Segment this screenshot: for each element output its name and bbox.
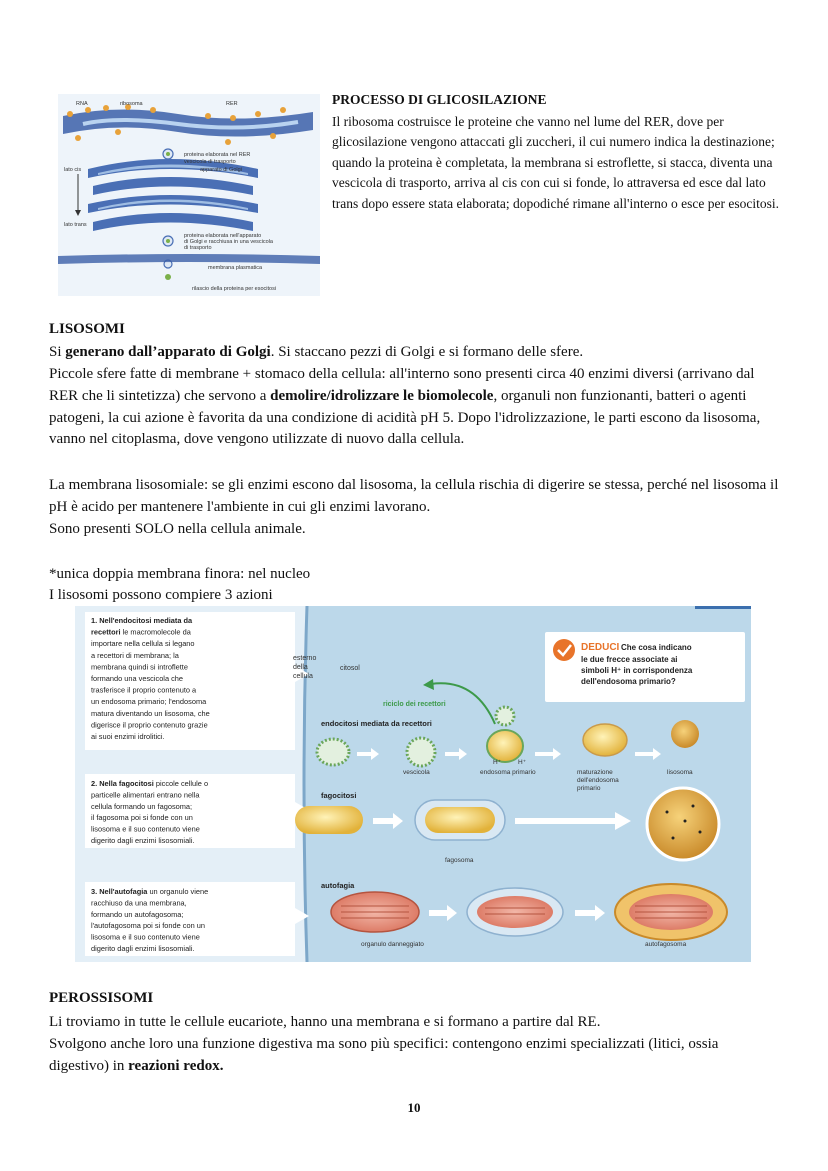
lisosomi-p1-b: generano dall’apparato di Golgi [65, 344, 271, 360]
golgi-glycosylation-figure [58, 94, 320, 296]
golgi-label-apparato: apparato di Golgi [200, 167, 242, 173]
box1-line: importare nella cellula si legano [91, 639, 195, 649]
golgi-label-rer: RER [226, 101, 238, 107]
deduci-title: DEDUCI [581, 642, 620, 653]
label-organulo: organulo danneggiato [361, 941, 424, 948]
label-autofagosoma: autofagosoma [645, 941, 687, 948]
lisosomi-note-1: *unica doppia membrana finora: nel nucleo [49, 566, 311, 582]
box1-line: un endosoma primario; l'endosoma [91, 697, 207, 707]
lisosomi-paragraph-2 [49, 364, 779, 451]
box1-line: trasferisce il proprio contenuto a [91, 685, 197, 695]
label-maturazione-3: primario [577, 785, 601, 792]
deduci-line-2: le due frecce associate ai [581, 655, 678, 664]
lisosomi-paragraph-1 [49, 342, 779, 364]
label-h-left: H⁺ [493, 759, 502, 766]
check-icon [553, 639, 575, 661]
box1-line: matura diventando un lisosoma, che [91, 708, 210, 718]
golgi-label-proteina-rer: proteina elaborata nel RER [184, 152, 251, 158]
golgi-label-rilascio: rilascio della proteina per esocitosi [192, 286, 277, 292]
golgi-label-proteina-golgi-2: di Golgi e racchiusa in una vescicola [184, 239, 273, 245]
label-endocitosi: endocitosi mediata da recettori [321, 719, 432, 728]
label-esterno-1: esterno [293, 655, 317, 662]
box3-line: l'autofagosoma poi si fonde con un [91, 921, 205, 931]
golgi-label-proteina-golgi-3: di trasporto [184, 245, 212, 251]
perossisomi-paragraph-1: Li troviamo in tutte le cellule eucariote, hanno una membrana e si formano a partire dal RE. [49, 1014, 601, 1030]
box2-line: lisosoma e il suo contenuto viene [91, 824, 200, 834]
box1-line: recettori le macromolecole da [91, 627, 191, 637]
lysosome-actions-figure [75, 606, 751, 962]
golgi-label-membrana: membrana plasmatica [208, 265, 263, 271]
perossisomi-paragraph-2 [49, 1034, 779, 1078]
lisosomi-paragraph-3: La membrana lisosomiale: se gli enzimi escono dal lisosoma, la cellula rischia di digerire se stessa, perché nel lisosoma il pH è acido per mantenere l'ambiente in cui gli enzimi lavorano. [49, 477, 779, 515]
box3-line: racchiuso da una membrana, [91, 898, 187, 908]
label-h-right: H⁺ [518, 759, 527, 766]
label-esterno-2: della [293, 664, 308, 671]
lisosomi-p1-c: . Si staccano pezzi di Golgi e si formano delle sfere. [270, 344, 584, 360]
golgi-label-rna: RNA [76, 101, 88, 107]
page-number: 10 [407, 1100, 421, 1115]
perossisomi-p2-b: reazioni redox. [128, 1057, 224, 1074]
glicosilazione-title: PROCESSO DI GLICOSILAZIONE [332, 92, 547, 107]
box3-line: formando un autofagosoma; [91, 909, 184, 919]
label-citosol: citosol [340, 665, 360, 672]
golgi-label-proteina-golgi-1: proteina elaborata nell'apparato [184, 233, 262, 239]
lisosomi-p2-b: demolire/idrolizzare le biomolecole [270, 387, 494, 404]
golgi-label-lato-cis: lato cis [64, 167, 82, 173]
box2-line: particelle alimentari entrano nella [91, 790, 200, 800]
perossisomi-heading: PEROSSISOMI [49, 990, 154, 1006]
box2-line: il fagosoma poi si fonde con un [91, 813, 193, 823]
golgi-label-vescicola: vescicola di trasporto [184, 159, 236, 165]
label-fagosoma: fagosoma [445, 857, 474, 864]
perossisomi-p2-a: Svolgono anche loro una funzione digestiva ma sono più specifici: contengono enzimi specializzati (litici, ossia digestivo) in [49, 1036, 719, 1074]
label-vescicola: vescicola [403, 769, 430, 776]
deduci-line-1: Che cosa indicano [621, 643, 692, 652]
deduci-line-3: simboli H⁺ in corrispondenza [581, 666, 693, 675]
label-autofagia: autofagia [321, 881, 355, 890]
label-lisosoma: lisosoma [667, 769, 693, 776]
label-endosoma-primario: endosoma primario [480, 769, 536, 776]
label-fagocitosi: fagocitosi [321, 791, 357, 800]
box2-line: cellula formando un fagosoma; [91, 801, 193, 811]
box1-line: formando una vescicola che [91, 674, 184, 683]
label-esterno-3: cellula [293, 673, 313, 680]
box3-line: 3. Nell'autofagia un organulo viene [91, 887, 209, 896]
lisosomi-p2-c: , organuli non funzionanti, batteri o agenti patogeni, la cui azione è favorita da una condizione di acidità pH 5. Dopo l'idrolizzazione, le parti escono da lisosoma, vanno nel citoplasma, dove vengono utilizzate di nuovo dalla cellula. [49, 387, 761, 448]
box1-line: membrana quindi si introflette [91, 662, 188, 672]
lisosomi-heading: LISOSOMI [49, 321, 125, 337]
label-maturazione-2: dell'endosoma [577, 777, 619, 784]
box1-line: 1. Nell'endocitosi mediata da [91, 616, 193, 625]
label-riciclo: riciclo dei recettori [383, 701, 446, 708]
box1-line: digerisce il proprio contenuto grazie [91, 720, 208, 730]
lisosomi-p2-a: Piccole sfere fatte di membrane + stomaco della cellula: all'interno sono presenti circa 40 enzimi diversi (arrivano dal RER che li sintetizza) che servono a [49, 366, 755, 404]
deduci-line-4: dell'endosoma primario? [581, 677, 676, 686]
golgi-label-lato-trans: lato trans [64, 222, 87, 228]
box3-line: digerito dagli enzimi lisosomiali. [91, 944, 195, 953]
glicosilazione-text: Il ribosoma costruisce le proteine che vanno nel lume del RER, dove per glicosilazione vengono attaccati gli zuccheri, il cui numero indica la destinazione; quando la proteina è completata, la membrana si estroflette, si stacca, diventa una vescicola di trasporto, arriva al cis con cui si fonde, lo attraversa ed esce dal lato trans dopo essere stata elaborata; dopodiché rimane all'interno o esce per esocitosi. [332, 114, 780, 211]
lisosomi-paragraph-4: Sono presenti SOLO nella cellula animale. [49, 521, 306, 537]
lisosomi-note-2: I lisosomi possono compiere 3 azioni [49, 587, 273, 603]
box2-line: digerito dagli enzimi lisosomiali. [91, 836, 195, 845]
lisosomi-p1-a: Si [49, 344, 66, 360]
label-maturazione-1: maturazione [577, 769, 613, 776]
box3-line: lisosoma e il suo contenuto viene [91, 932, 200, 942]
box2-line: 2. Nella fagocitosi piccole cellule o [91, 779, 209, 788]
box1-line: a recettori di membrana; la [91, 650, 179, 660]
golgi-label-ribosoma: ribosoma [120, 101, 143, 107]
box1-line: ai suoi enzimi idrolitici. [91, 732, 165, 741]
